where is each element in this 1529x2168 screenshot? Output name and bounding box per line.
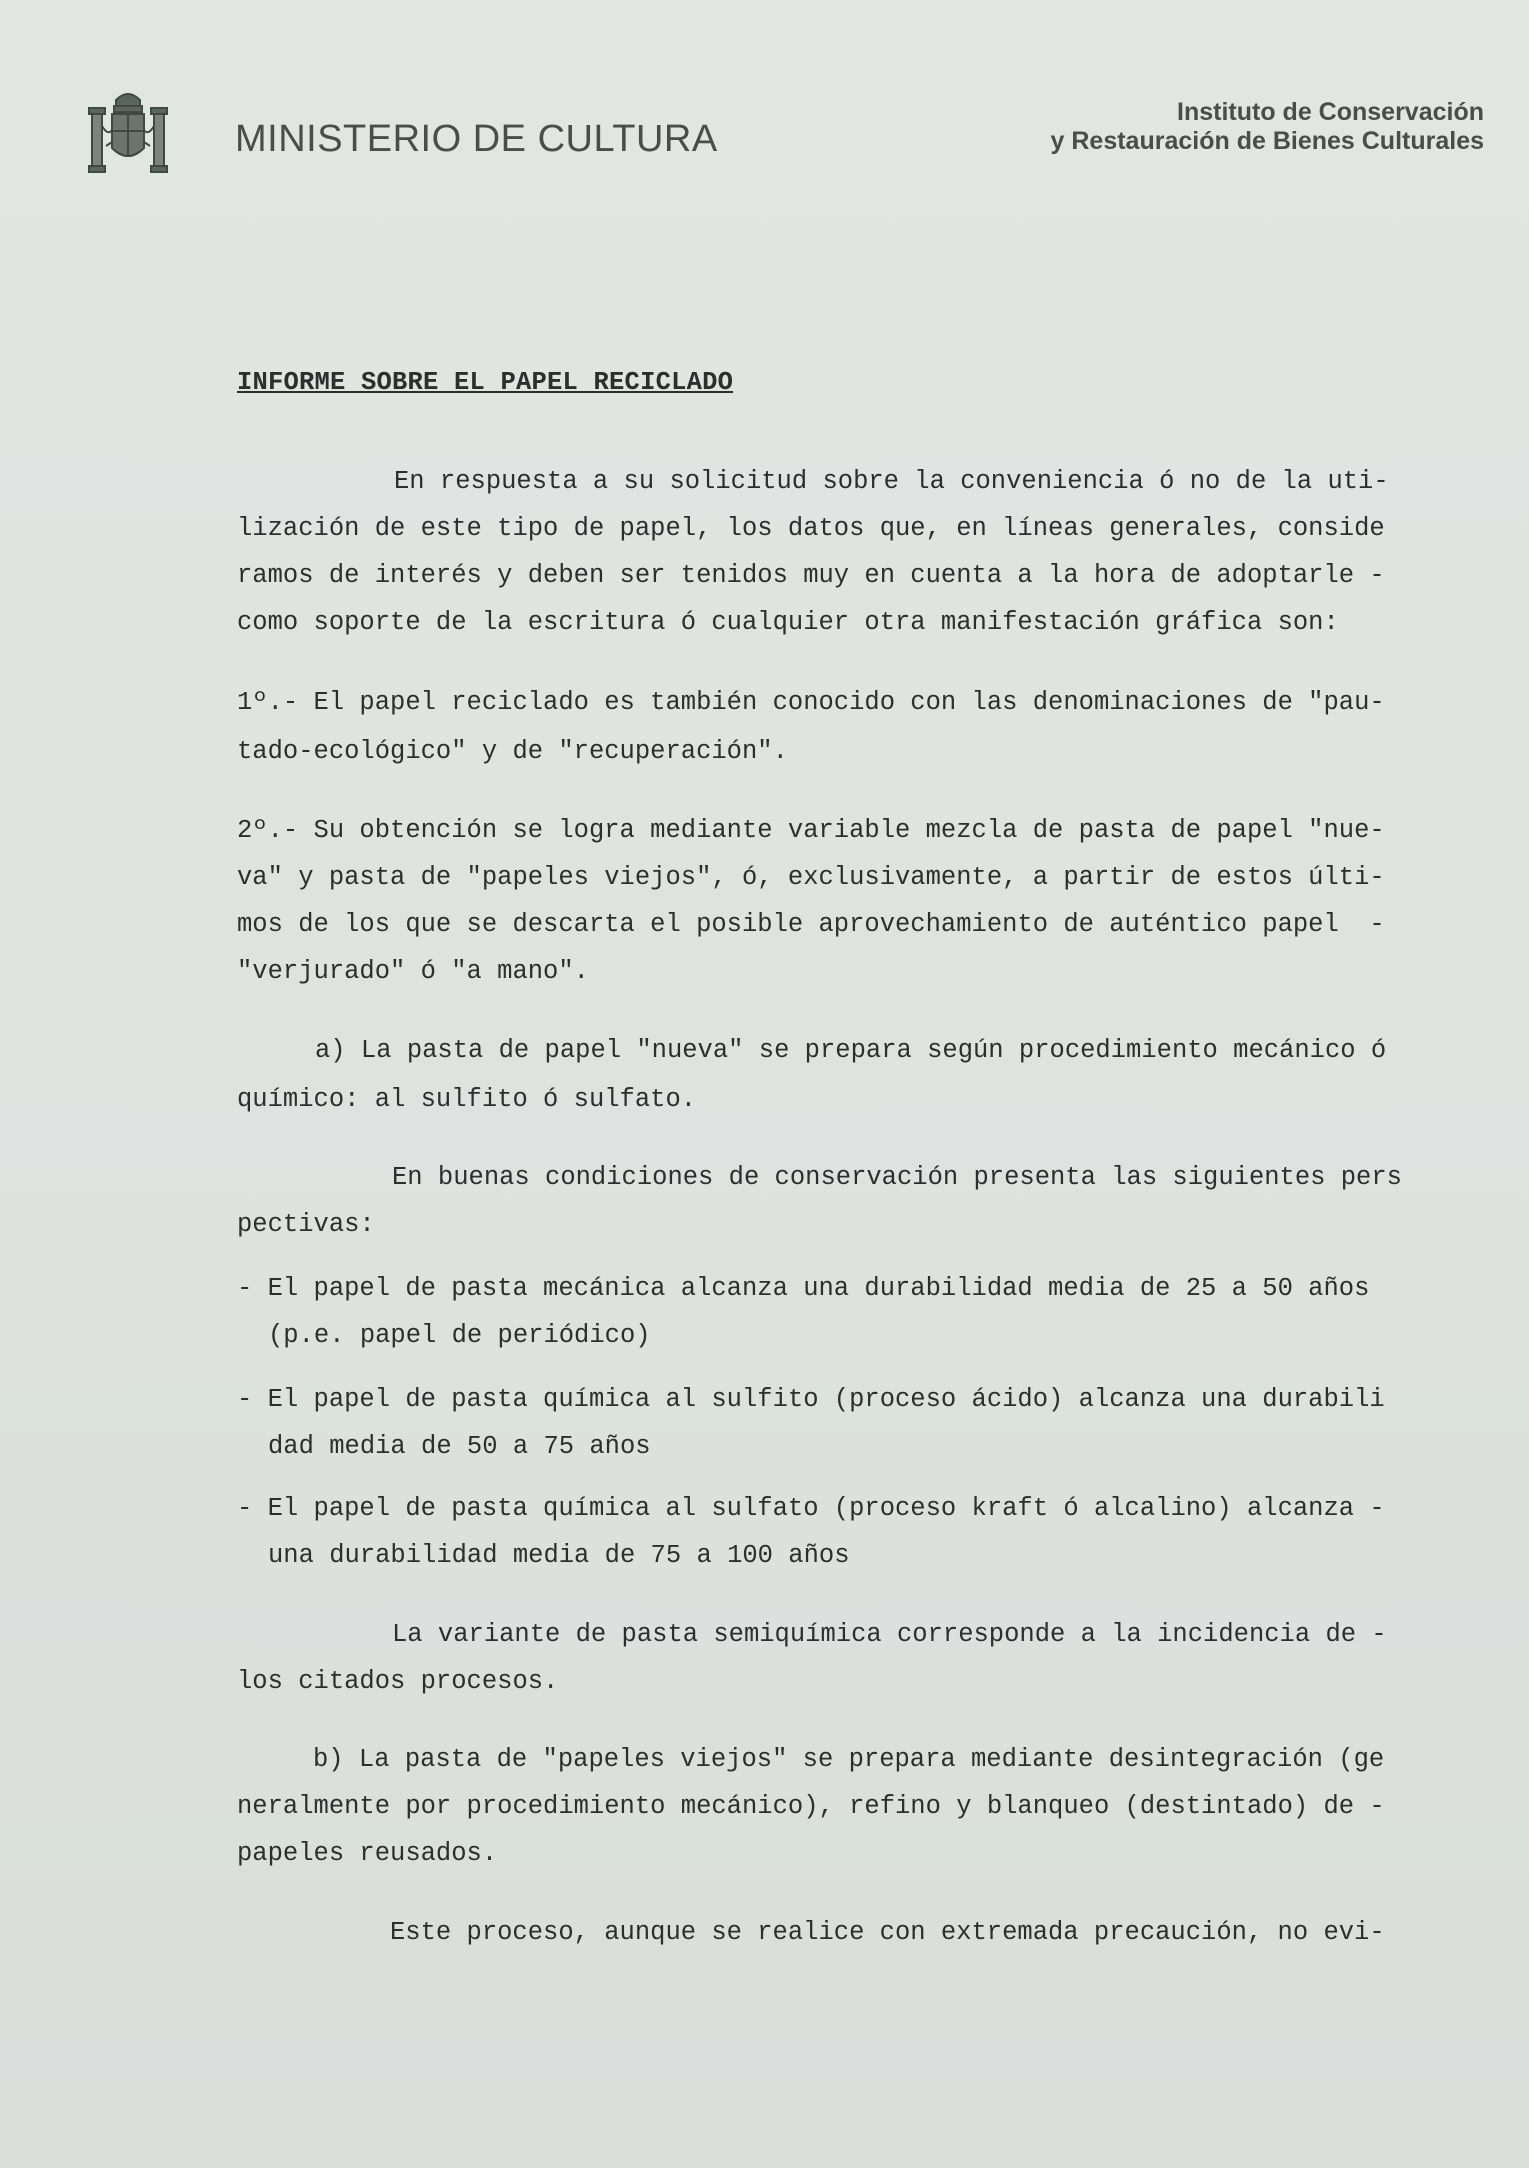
body-line: como soporte de la escritura ó cualquier otra manifestación gráfica son: xyxy=(237,608,1339,637)
list-item-continuation: (p.e. papel de periódico) xyxy=(268,1321,651,1350)
body-line: mos de los que se descarta el posible aprovechamiento de auténtico papel - xyxy=(237,910,1385,939)
body-line: 2º.- Su obtención se logra mediante variable mezcla de pasta de papel "nue- xyxy=(237,816,1385,845)
list-item: - El papel de pasta química al sulfato (proceso kraft ó alcalino) alcanza - xyxy=(237,1494,1385,1523)
list-item: - El papel de pasta mecánica alcanza una durabilidad media de 25 a 50 años xyxy=(237,1274,1370,1303)
institute-line-2: y Restauración de Bienes Culturales xyxy=(1050,127,1484,155)
document-title: INFORME SOBRE EL PAPEL RECICLADO xyxy=(237,368,734,397)
body-line: químico: al sulfito ó sulfato. xyxy=(237,1085,697,1114)
body-line: va" y pasta de "papeles viejos", ó, exclusivamente, a partir de estos últi- xyxy=(237,863,1385,892)
coat-of-arms-icon xyxy=(86,86,170,178)
institute-name xyxy=(1051,98,1484,156)
body-line: lización de este tipo de papel, los datos que, en líneas generales, conside xyxy=(237,514,1385,543)
list-item-continuation: una durabilidad media de 75 a 100 años xyxy=(268,1541,850,1570)
body-line: tado-ecológico" y de "recuperación". xyxy=(237,737,788,766)
body-line: b) La pasta de "papeles viejos" se prepara mediante desintegración (ge xyxy=(313,1745,1385,1774)
list-item-continuation: dad media de 50 a 75 años xyxy=(268,1432,651,1461)
body-line: a) La pasta de papel "nueva" se prepara según procedimiento mecánico ó xyxy=(315,1036,1387,1065)
body-line: En respuesta a su solicitud sobre la conveniencia ó no de la uti- xyxy=(394,467,1389,496)
body-line: los citados procesos. xyxy=(237,1667,559,1696)
body-line: pectivas: xyxy=(237,1210,375,1239)
body-line: ramos de interés y deben ser tenidos muy en cuenta a la hora de adoptarle - xyxy=(237,561,1385,590)
ministry-name: MINISTERIO DE CULTURA xyxy=(235,118,718,160)
body-line: "verjurado" ó "a mano". xyxy=(237,957,589,986)
body-line: papeles reusados. xyxy=(237,1839,498,1868)
body-line: neralmente por procedimiento mecánico), refino y blanqueo (destintado) de - xyxy=(237,1792,1385,1821)
body-line: En buenas condiciones de conservación presenta las siguientes pers xyxy=(392,1163,1402,1192)
list-item: - El papel de pasta química al sulfito (proceso ácido) alcanza una durabili xyxy=(237,1385,1385,1414)
body-line: La variante de pasta semiquímica corresponde a la incidencia de - xyxy=(392,1620,1387,1649)
body-line: 1º.- El papel reciclado es también conocido con las denominaciones de "pau- xyxy=(237,688,1385,717)
body-line: Este proceso, aunque se realice con extremada precaución, no evi- xyxy=(390,1918,1385,1947)
institute-line-1: Instituto de Conservación xyxy=(1177,98,1484,126)
